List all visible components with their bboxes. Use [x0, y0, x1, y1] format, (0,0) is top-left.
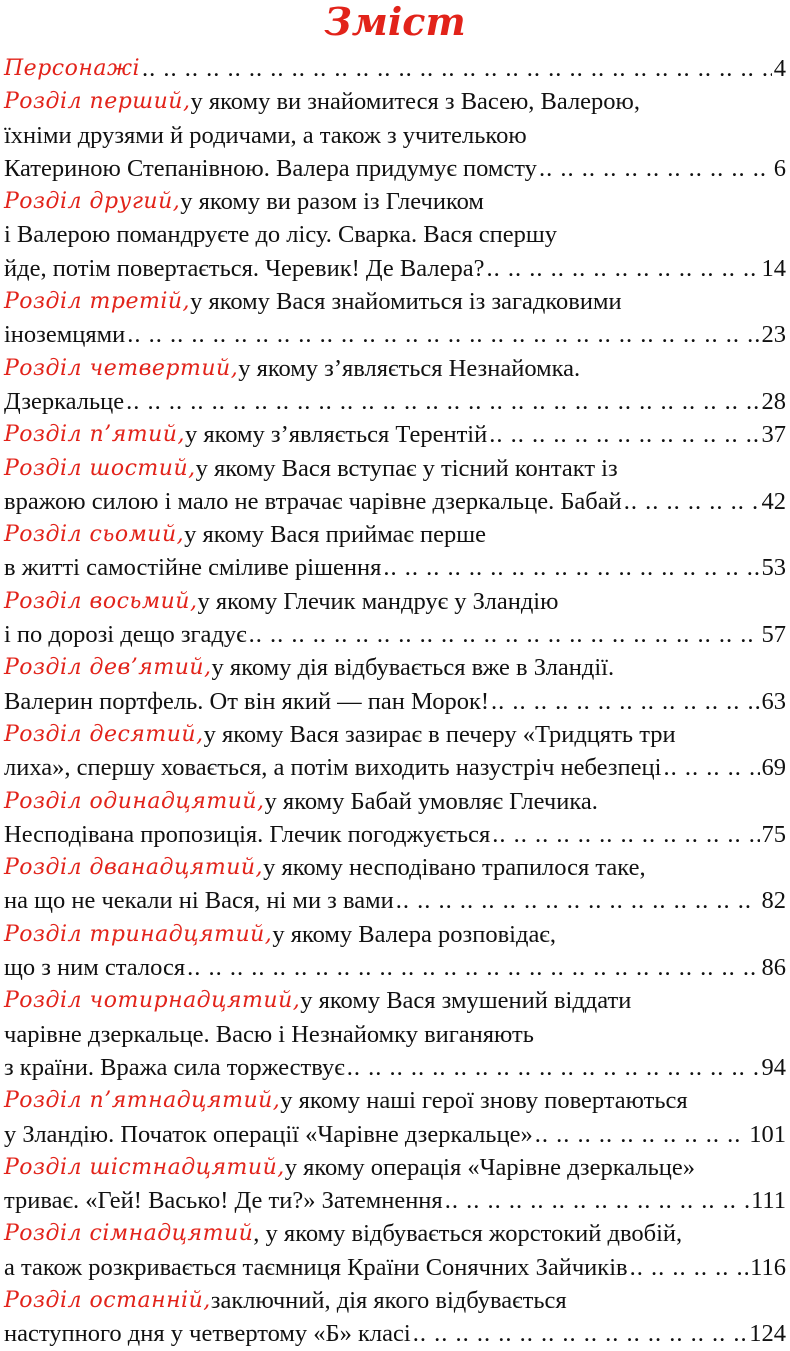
page-number: 53 [761, 554, 786, 582]
chapter-description: іноземцями [4, 321, 126, 349]
toc-entry-line [4, 385, 786, 418]
page-number: 111 [751, 1187, 786, 1215]
toc-entry-line [4, 1251, 786, 1284]
chapter-description: у якому з’являється Незнайомка. [238, 354, 581, 382]
toc-entry-line [4, 285, 786, 318]
chapter-heading: Розділ одинадцятий, [4, 788, 265, 814]
chapter-heading: Розділ восьмий, [4, 588, 198, 614]
page-number: 6 [773, 154, 786, 182]
chapter-description: лиха», спершу ховається, а потім виходить назустріч небезпеці [4, 754, 662, 782]
toc-entry-line [4, 452, 786, 485]
toc-entry-line [4, 1217, 786, 1250]
chapter-description: триває. «Гей! Васько! Де ти?» Затемнення [4, 1187, 443, 1215]
toc-entry-line [4, 751, 786, 784]
dot-leader [624, 485, 760, 518]
chapter-heading: Розділ дванадцятий, [4, 855, 264, 881]
chapter-description: у якому Глечик мандрує у Зландію [197, 587, 559, 615]
toc-entry-line [4, 984, 786, 1017]
page-number: 14 [761, 254, 786, 282]
toc-entry [4, 1151, 786, 1218]
dot-leader [630, 1251, 749, 1284]
chapter-description: Катериною Степанівною. Валера придумує помсту [4, 154, 537, 182]
toc-entry-line [4, 252, 786, 285]
toc-entry-line [4, 1184, 786, 1217]
chapter-description: у якому Валера розповідає, [272, 920, 556, 948]
toc-entry [4, 785, 786, 852]
dot-leader [535, 1118, 748, 1151]
chapter-description: у якому ви разом із Глечиком [180, 188, 484, 216]
chapter-description: вражою силою і мало не втрачає чарівне дзеркальце. Бабай [4, 487, 622, 515]
chapter-description: у якому Вася змушений віддати [300, 987, 632, 1015]
chapter-description: з країни. Вража сила торжествує [4, 1053, 345, 1081]
chapter-heading: Розділ чотирнадцятий, [4, 988, 301, 1014]
chapter-description: у якому Вася вступає у тісний контакт із [195, 454, 618, 482]
dot-leader [489, 418, 759, 451]
dot-leader [445, 1184, 749, 1217]
toc-entry [4, 285, 786, 352]
chapter-heading: Розділ сімнадцятий [4, 1221, 254, 1247]
toc-entry [4, 651, 786, 718]
toc-entry [4, 418, 786, 451]
toc-entry-line [4, 518, 786, 551]
chapter-description: у якому Вася знайомиться із загадковими [190, 288, 622, 316]
dot-leader [396, 884, 760, 917]
toc-entry-line [4, 818, 786, 851]
dot-leader [249, 618, 760, 651]
chapter-heading: Розділ останній, [4, 1287, 211, 1313]
toc-entry-line [4, 785, 786, 818]
toc-entry-line [4, 1317, 786, 1350]
toc-entry [4, 984, 786, 1084]
toc-entry-line [4, 152, 786, 185]
dot-leader [663, 751, 759, 784]
dot-leader [491, 685, 759, 718]
toc-entry-line [4, 551, 786, 584]
toc-entry [4, 1084, 786, 1151]
dot-leader [347, 1051, 760, 1084]
toc-entry [4, 518, 786, 585]
toc-entry-line [4, 685, 786, 718]
page-number: 82 [761, 887, 786, 915]
dot-leader [486, 252, 759, 285]
toc-entry [4, 851, 786, 918]
chapter-description: у якому Бабай умовляє Глечика. [264, 787, 598, 815]
dot-leader [383, 551, 759, 584]
page-number: 101 [749, 1120, 786, 1148]
chapter-description: що з ним сталося [4, 954, 186, 982]
chapter-description: чарівне дзеркальце. Васю і Незнайомку виганяють [4, 1020, 534, 1048]
chapter-description: Дзеркальце [4, 387, 125, 415]
chapter-description: у якому Вася приймає перше [184, 521, 487, 549]
chapter-heading: Розділ другий, [4, 189, 181, 215]
toc-entry-line [4, 918, 786, 951]
chapter-heading: Розділ дев’ятий, [4, 655, 212, 681]
toc-entry-line [4, 418, 786, 451]
toc-entry-line [4, 1051, 786, 1084]
toc-entry-line [4, 119, 786, 152]
chapter-heading: Персонажі [4, 56, 141, 81]
dot-leader [126, 385, 759, 418]
chapter-description: Валерин портфель. От він який — пан Морок! [4, 687, 490, 715]
chapter-description: у якому несподівано трапилося таке, [263, 854, 646, 882]
dot-leader [127, 318, 759, 351]
toc-entry [4, 918, 786, 985]
page-number: 124 [749, 1320, 786, 1348]
toc-entry [4, 1217, 786, 1284]
page-number: 69 [761, 754, 786, 782]
page-number: 94 [761, 1053, 786, 1081]
toc-entry [4, 52, 786, 85]
page-title: Зміст [324, 0, 466, 44]
dot-leader [187, 951, 759, 984]
chapter-description: у Зландію. Початок операції «Чарівне дзеркальце» [4, 1120, 533, 1148]
chapter-heading: Розділ п’ятнадцятий, [4, 1088, 281, 1114]
dot-leader [492, 818, 759, 851]
page-number: 116 [750, 1253, 786, 1281]
chapter-heading: Розділ перший, [4, 89, 191, 115]
chapter-description: у якому з’являється Терентій [184, 421, 488, 449]
chapter-heading: Розділ третій, [4, 289, 191, 315]
chapter-description: заключний, дія якого відбувається [210, 1286, 567, 1314]
toc-entry-line [4, 651, 786, 684]
toc-entry-line [4, 585, 786, 618]
chapter-heading: Розділ тринадцятий, [4, 921, 273, 947]
toc-entry [4, 585, 786, 652]
chapter-description: йде, потім повертається. Черевик! Де Валера? [4, 254, 485, 282]
chapter-description: у якому операція «Чарівне дзеркальце» [284, 1153, 695, 1181]
toc-entry-line [4, 485, 786, 518]
page-number: 23 [761, 321, 786, 349]
page-number: 75 [761, 820, 786, 848]
toc-entry-line [4, 1084, 786, 1117]
page-number: 28 [761, 387, 786, 415]
chapter-description: у якому Вася зазирає в печеру «Тридцять три [203, 720, 676, 748]
chapter-description: наступного дня у четвертому «Б» класі [4, 1320, 411, 1348]
toc-entry [4, 1284, 786, 1351]
toc-entry-line [4, 1151, 786, 1184]
toc-entry-line [4, 884, 786, 917]
toc-entry-line [4, 1284, 786, 1317]
chapter-description: і по дорозі дещо згадує [4, 621, 247, 649]
toc-entry-line [4, 1018, 786, 1051]
toc-entry [4, 718, 786, 785]
page-number: 57 [761, 621, 786, 649]
chapter-heading: Розділ четвертий, [4, 355, 239, 381]
toc-entry [4, 452, 786, 519]
toc-entry-line [4, 851, 786, 884]
toc-entry [4, 352, 786, 419]
page-number: 42 [761, 487, 786, 515]
chapter-description: на що не чекали ні Вася, ні ми з вами [4, 887, 394, 915]
toc-entry-line [4, 185, 786, 218]
chapter-description: і Валерою помандруєте до лісу. Сварка. Вася спершу [4, 221, 558, 249]
page-number: 4 [773, 55, 786, 82]
page-number: 63 [761, 687, 786, 715]
chapter-heading: Розділ шостий, [4, 455, 196, 481]
chapter-description: у якому наші герої знову повертаються [280, 1087, 688, 1115]
chapter-heading: Розділ шістнадцятий, [4, 1154, 285, 1180]
chapter-heading: Розділ сьомий, [4, 522, 185, 548]
chapter-description: а також розкривається таємниця Країни Сонячних Зайчиків [4, 1253, 628, 1281]
chapter-description: у якому дія відбувається вже в Зландії. [211, 654, 615, 682]
toc-entry-line [4, 318, 786, 351]
page-number: 37 [761, 421, 786, 449]
toc-entry [4, 185, 786, 285]
toc-entry-line [4, 718, 786, 751]
toc-entry-line [4, 618, 786, 651]
chapter-description: їхніми друзями й родичами, а також з учителькою [4, 121, 527, 149]
toc-entry [4, 85, 786, 185]
toc-entry-line [4, 218, 786, 251]
toc-entry-line [4, 951, 786, 984]
chapter-description: у якому ви знайомитеся з Васею, Валерою, [190, 88, 640, 116]
chapter-heading: Розділ десятий, [4, 721, 204, 747]
chapter-description: Несподівана пропозиція. Глечик погоджується [4, 820, 491, 848]
dot-leader [142, 52, 772, 85]
toc-entry-line [4, 352, 786, 385]
dot-leader [539, 152, 772, 185]
toc-entry-line [4, 52, 786, 85]
dot-leader [413, 1317, 748, 1350]
chapter-description: в житті самостійне сміливе рішення [4, 554, 382, 582]
chapter-description: , у якому відбувається жорстокий двобій, [253, 1220, 683, 1248]
page-number: 86 [761, 954, 786, 982]
toc-entry-line [4, 1118, 786, 1151]
chapter-heading: Розділ п’ятий, [4, 422, 185, 448]
toc-entry-line [4, 85, 786, 118]
table-of-contents [4, 52, 786, 1351]
